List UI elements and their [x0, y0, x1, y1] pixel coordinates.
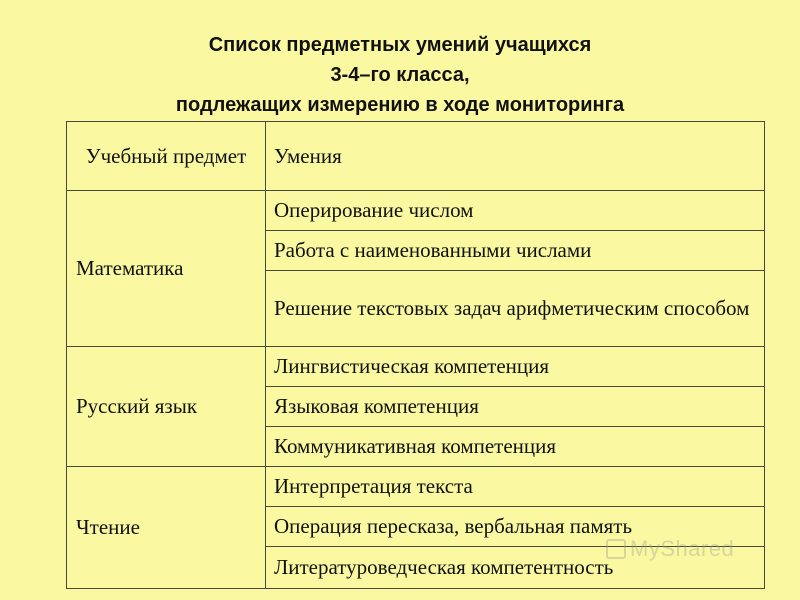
- header-skills: Умения: [266, 122, 765, 191]
- title-line-2: 3-4–го класса,: [330, 64, 470, 86]
- skill-cell: Коммуникативная компетенция: [266, 427, 765, 467]
- title-line-3: подлежащих измерению в ходе мониторинга: [175, 94, 625, 116]
- watermark-text: MyShared: [630, 536, 735, 561]
- watermark: [606, 536, 734, 562]
- skill-cell: Оперирование числом: [266, 191, 765, 231]
- subject-russian: Русский язык: [67, 347, 266, 467]
- skill-cell: Интерпретация текста: [266, 467, 765, 507]
- table-header-row: [67, 122, 765, 191]
- skill-cell: Решение текстовых задач арифметическим способом: [266, 271, 765, 347]
- table-row: [67, 467, 765, 507]
- table-row: [67, 191, 765, 231]
- subject-reading: Чтение: [67, 467, 266, 589]
- skill-cell: Лингвистическая компетенция: [266, 347, 765, 387]
- table-row: [67, 347, 765, 387]
- skill-cell: Работа с наименованными числами: [266, 231, 765, 271]
- slide-title: [0, 30, 800, 120]
- header-subject: Учебный предмет: [67, 122, 266, 191]
- skill-cell: Языковая компетенция: [266, 387, 765, 427]
- watermark-logo-icon: [606, 539, 626, 559]
- skill-cell: Литературоведческая компетентность: [266, 547, 765, 589]
- subject-math: Математика: [67, 191, 266, 347]
- skills-table: [66, 121, 765, 589]
- title-line-1: Список предметных умений учащихся: [208, 34, 592, 56]
- skill-cell: Операция пересказа, вербальная память: [266, 507, 765, 547]
